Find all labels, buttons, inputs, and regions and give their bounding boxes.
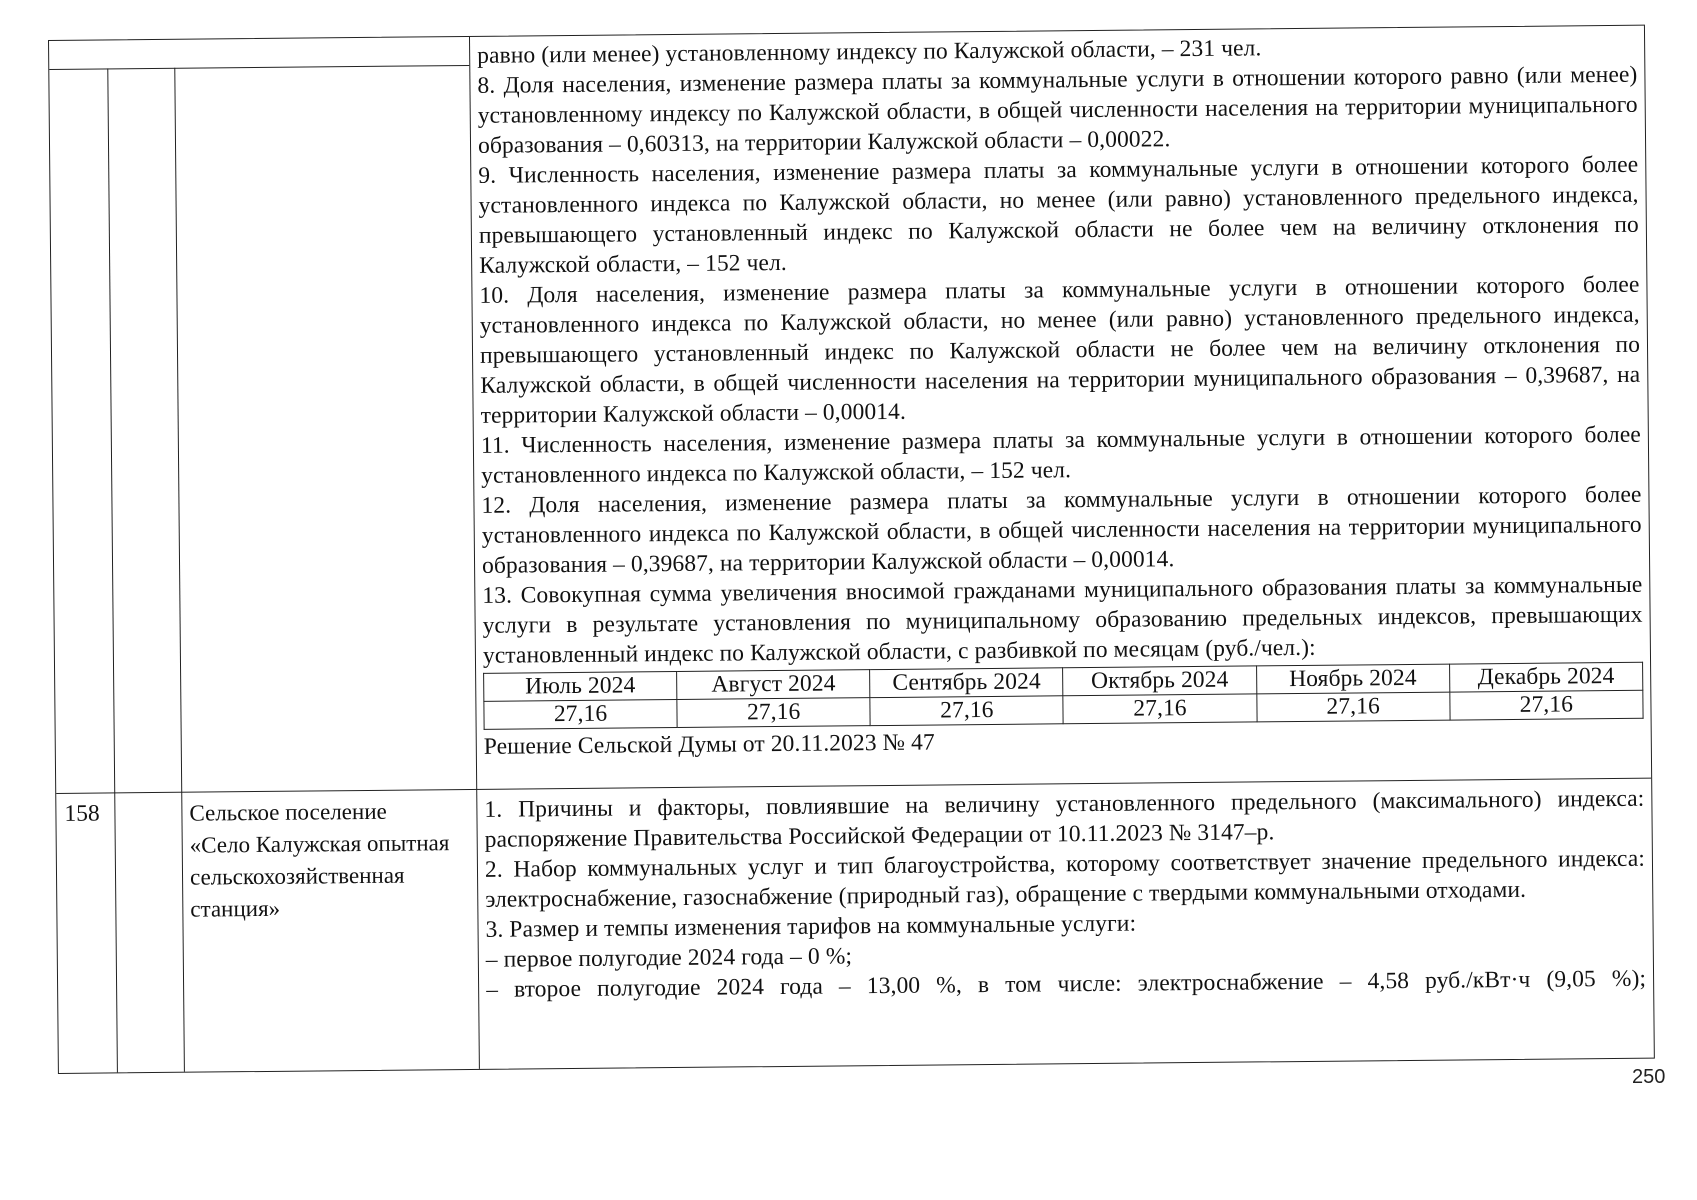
- row-top-left-border: [49, 65, 469, 70]
- column-divider-2: [174, 68, 185, 1072]
- paragraph-0: равно (или менее) установленному индексу по Калужской области, – 231 чел.: [477, 35, 1262, 69]
- month-header: Июль 2024: [484, 671, 677, 701]
- paragraph-12: 12. Доля населения, изменение размера платы за коммунальные услуги в отношении которого более установленного индекса по Калужской области, в общей численности населения на территории муниципального образования – 0,39687, на территории Калужской области – 0,00014.: [481, 481, 1642, 579]
- month-value: 27,16: [1063, 694, 1256, 724]
- month-header: Сентябрь 2024: [870, 668, 1063, 698]
- detail-paragraph-2: 2. Набор коммунальных услуг и тип благоустройства, которому соответствует значение предельного индекса: электроснабжение, газоснабжение (природный газ), обращение с твердыми коммунальными отходами.: [484, 845, 1646, 913]
- detail-paragraph-3: 3. Размер и темпы изменения тарифов на коммунальные услуги:: [485, 910, 1137, 943]
- decision-reference: Решение Сельской Думы от 20.11.2023 № 47: [483, 729, 935, 760]
- month-header: Ноябрь 2024: [1256, 664, 1449, 694]
- month-header: Октябрь 2024: [1063, 666, 1256, 696]
- month-header: Август 2024: [677, 670, 870, 700]
- paragraph-8: 8. Доля населения, изменение размера платы за коммунальные услуги в отношении которого равно (или менее) установленному индексу по Калужской области, в общей численности населения на территории муниципального образования – 0,60313, на территории Калужской области – 0,00022.: [477, 61, 1638, 159]
- row-number: 158: [64, 800, 100, 827]
- month-value: 27,16: [870, 696, 1063, 726]
- month-value: 27,16: [1256, 692, 1449, 722]
- continuation-cell: [477, 30, 1644, 762]
- paragraph-11: 11. Численность населения, изменение размера платы за коммунальные услуги в отношении которого более установленного индекса по Калужской области, – 152 чел.: [480, 421, 1641, 489]
- paragraph-10: 10. Доля населения, изменение размера платы за коммунальные услуги в отношении которого более установленного индекса по Калужской области, но менее (или равно) установленного предельного индекса, превышающего установленный индекс по Калужской области не более чем на величину отклонения по Калужской области, в общей численности населения на территории муниципального образования – 0,39687, на территории Калужской области – 0,00014.: [479, 271, 1641, 429]
- settlement-name-line: «Село Калужская опытная: [189, 830, 450, 858]
- paragraph-9: 9. Численность населения, изменение размера платы за коммунальные услуги в отношении которого более установленного индекса по Калужской области, но менее (или равно) установленного предельного индекса, превышающего установленный индекс по Калужской области не более чем на величину отклонения по Калужской области, – 152 чел.: [478, 151, 1639, 279]
- detail-paragraph-1: 1. Причины и факторы, повлиявшие на величину установленного предельного (максимального) индекса: распоряжение Правительства Российской Федерации от 10.11.2023 № 3147–р.: [484, 785, 1645, 853]
- settlement-name-line: Сельское поселение: [189, 798, 387, 826]
- settlement-name: [189, 795, 475, 926]
- month-value: 27,16: [1450, 690, 1643, 720]
- paragraph-13: 13. Совокупная сумма увеличения вносимой гражданами муниципального образования платы за коммунальные услуги в результате установления по муниципальному образованию предельных индексов, превышающих установленный индекс по Калужской области, с разбивкой по месяцам (руб./чел.):: [482, 571, 1643, 669]
- month-header: Декабрь 2024: [1449, 662, 1642, 692]
- settlement-name-line: станция»: [190, 895, 281, 922]
- settlement-details: [484, 784, 1646, 1005]
- detail-second-half: – второе полугодие 2024 года – 13,00 %, в том числе: электроснабжение – 4,58 руб./кВт·ч (9,05 %);: [486, 965, 1647, 1003]
- page-number: 250: [1632, 1066, 1666, 1088]
- month-value: 27,16: [677, 698, 870, 728]
- monthly-increase-table: [483, 662, 1643, 730]
- month-value: 27,16: [484, 699, 677, 729]
- settlement-name-line: сельскохозяйственная: [189, 862, 405, 890]
- detail-first-half: – первое полугодие 2024 года – 0 %;: [485, 943, 853, 973]
- column-divider-1: [107, 68, 118, 1072]
- data-table: [48, 25, 1655, 1074]
